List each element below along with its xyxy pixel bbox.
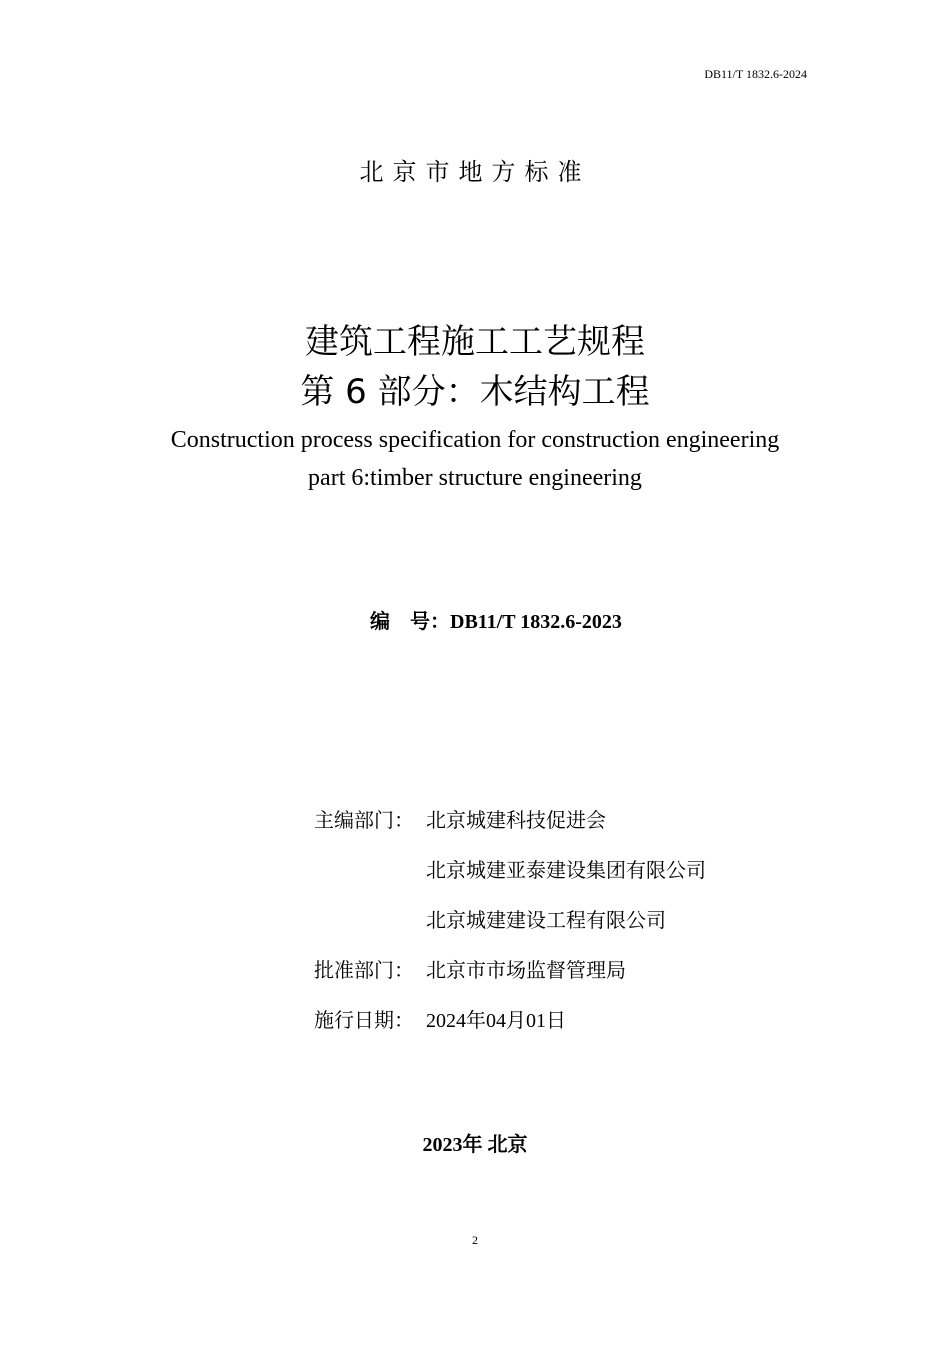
page-number: 2 (472, 1233, 478, 1247)
editor-department-label: 主编部门： (314, 810, 414, 832)
approval-department-label: 批准部门： (314, 960, 414, 982)
standard-number: 编 号：DB11/T 1832.6-2023 (370, 611, 622, 633)
title-chinese-line-2: 第 6 部分：木结构工程 (300, 372, 650, 412)
editor-department-value-2: 北京城建亚泰建设集团有限公司 (426, 860, 706, 882)
publication-year-place: 2023年 北京 (422, 1134, 528, 1156)
title-chinese-line-1: 建筑工程施工工艺规程 (305, 322, 645, 362)
editor-department-value-3: 北京城建建设工程有限公司 (426, 910, 666, 932)
effective-date-label: 施行日期： (314, 1010, 414, 1032)
title-english-line-1: Construction process specification for construction engineering (170, 427, 780, 453)
effective-date-value: 2024年04月01日 (426, 1010, 566, 1032)
title-english-line-2: part 6:timber structure engineering (308, 465, 642, 491)
approval-department-value: 北京市市场监督管理局 (426, 960, 626, 982)
editor-department-value-1: 北京城建科技促进会 (426, 810, 606, 832)
standard-type-heading: 北京市地方标准 (359, 160, 591, 186)
header-document-code: DB11/T 1832.6-2024 (704, 67, 807, 81)
